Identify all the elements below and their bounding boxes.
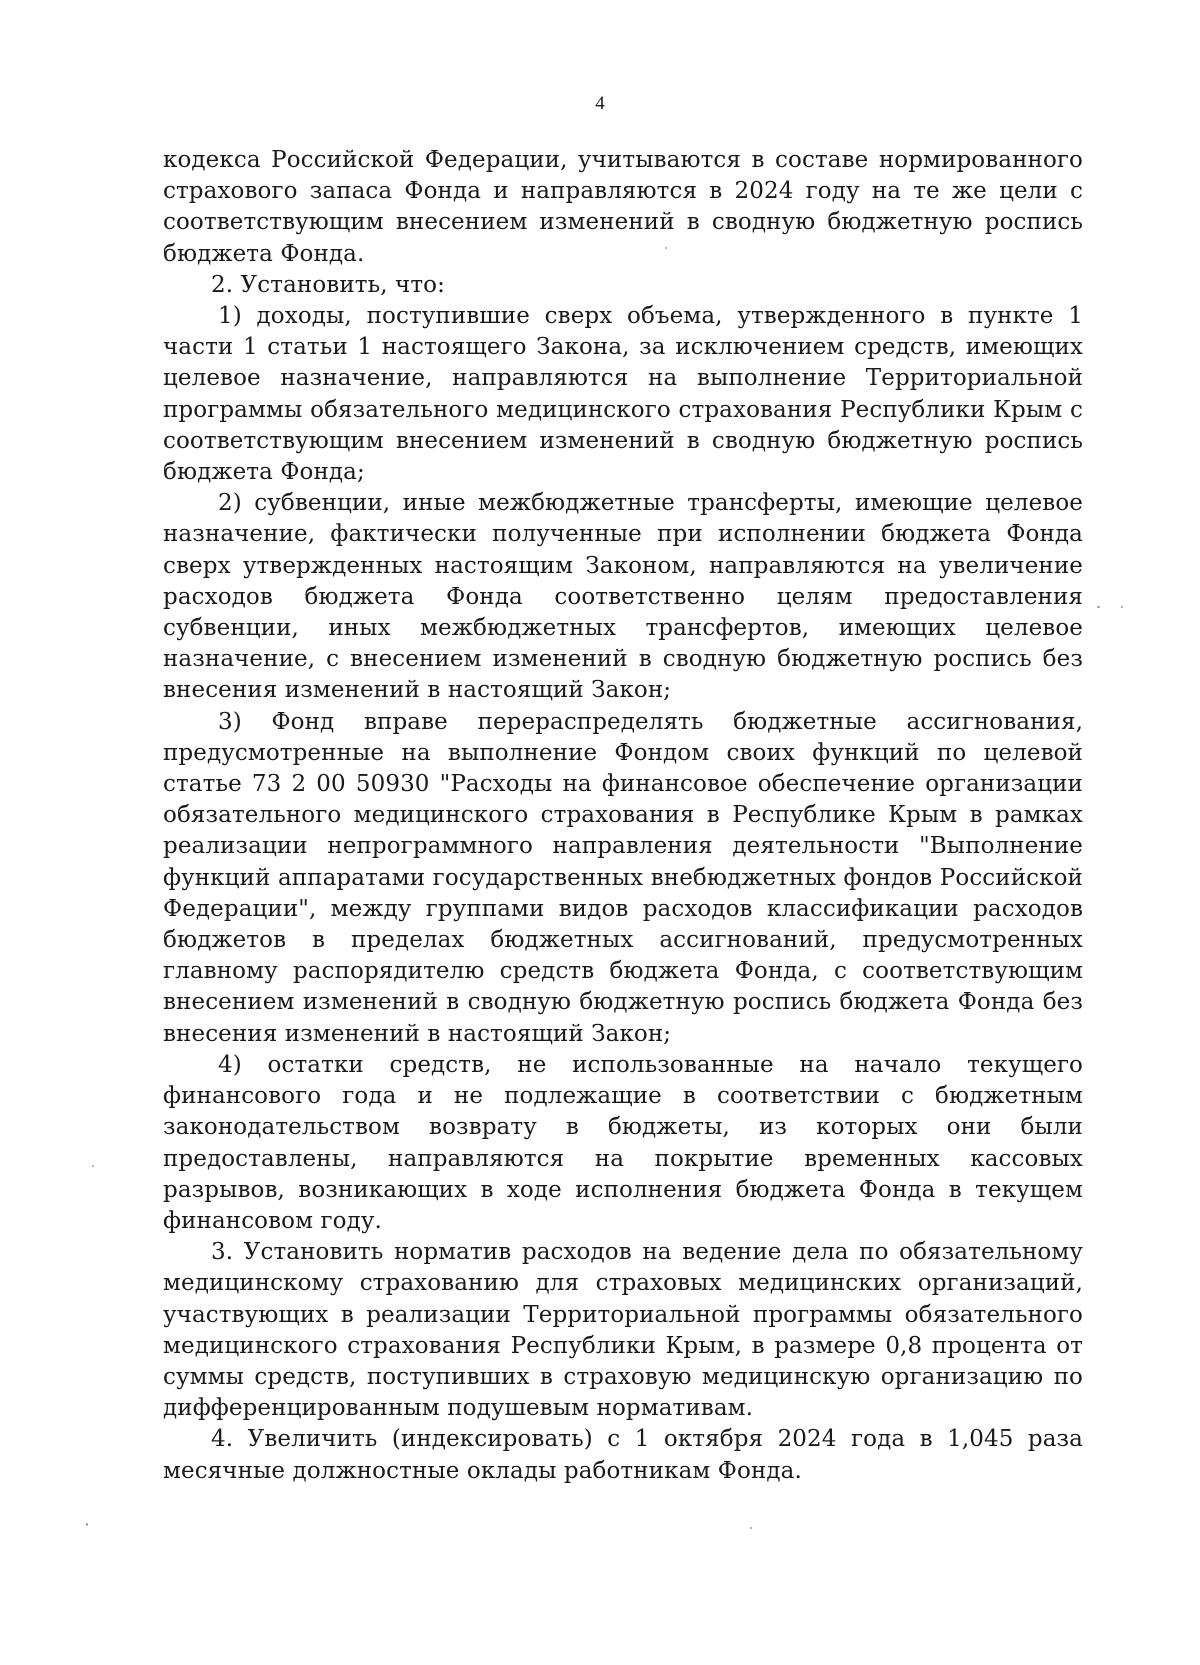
paragraph-subitem-2: 2) субвенции, иные межбюджетные трансферты, имеющие целевое назначение, фактически полученные при исполнении бюджета Фонда сверх утвержденных настоящим Законом, направляются на увеличение расходов бюджета Фонда соответственно целям предоставления субвенции, иных межбюджетных трансфертов, имеющих целевое назначение, с внесением изменений в сводную бюджетную роспись без внесения изменений в настоящий Закон; [163,490,1083,704]
paragraph-point-2: 2. Установить, что: [211,271,445,298]
paragraph-continuation: кодекса Российской Федерации, учитываются в составе нормированного страхового запаса Фонда и направляются в 2024 году на те же цели с соответствующим внесением изменений в сводную бюджетную роспись бюджета Фонда. [163,147,1083,267]
paragraph-subitem-1: 1) доходы, поступившие сверх объема, утвержденного в пункте 1 части 1 статьи 1 настоящего Закона, за исключением средств, имеющих целевое назначение, направляются на выполнение Территориальной программы обязательного медицинского страхования Республики Крым с соответствующим внесением изменений в сводную бюджетную роспись бюджета Фонда; [163,303,1083,486]
paragraph-point-3: 3. Установить норматив расходов на ведение дела по обязательному медицинскому страхованию для страховых медицинских организаций, участвующих в реализации Территориальной программы обязательного медицинского страхования Республики Крым, в размере 0,8 процента от суммы средств, поступивших в страховую медицинскую организацию по дифференцированным подушевым нормативам. [163,1239,1083,1422]
paragraph-subitem-3: 3) Фонд вправе перераспределять бюджетные ассигнования, предусмотренные на выполнение Фондом своих функций по целевой статье 73 2 00 50930 "Расходы на финансовое обеспечение организации обязательного медицинского страхования в Республике Крым в рамках реализации непрограммного направления деятельности "Выполнение функций аппаратами государственных внебюджетных фондов Российской Федерации", между группами видов расходов классификации расходов бюджетов в пределах бюджетных ассигнований, предусмотренных главному распорядителю средств бюджета Фонда, с соответствующим внесением изменений в сводную бюджетную роспись бюджета Фонда без внесения изменений в настоящий Закон; [163,708,1083,1047]
document-body [163,145,1083,1487]
scan-speck [86,1523,88,1526]
scan-speck [1097,606,1100,608]
scan-speck [750,1527,752,1529]
scan-speck [92,1165,94,1167]
page-number: 4 [595,93,605,114]
scan-speck [1121,606,1123,608]
paragraph-point-4: 4. Увеличить (индексировать) с 1 октября 2024 года в 1,045 раза месячные должностные оклады работникам Фонда. [163,1426,1083,1484]
paragraph-subitem-4: 4) остатки средств, не использованные на начало текущего финансового года и не подлежащие в соответствии с бюджетным законодательством возврату в бюджеты, из которых они были предоставлены, направляются на покрытие временных кассовых разрывов, возникающих в ходе исполнения бюджета Фонда в текущем финансовом году. [163,1051,1083,1234]
scan-speck [665,247,667,249]
